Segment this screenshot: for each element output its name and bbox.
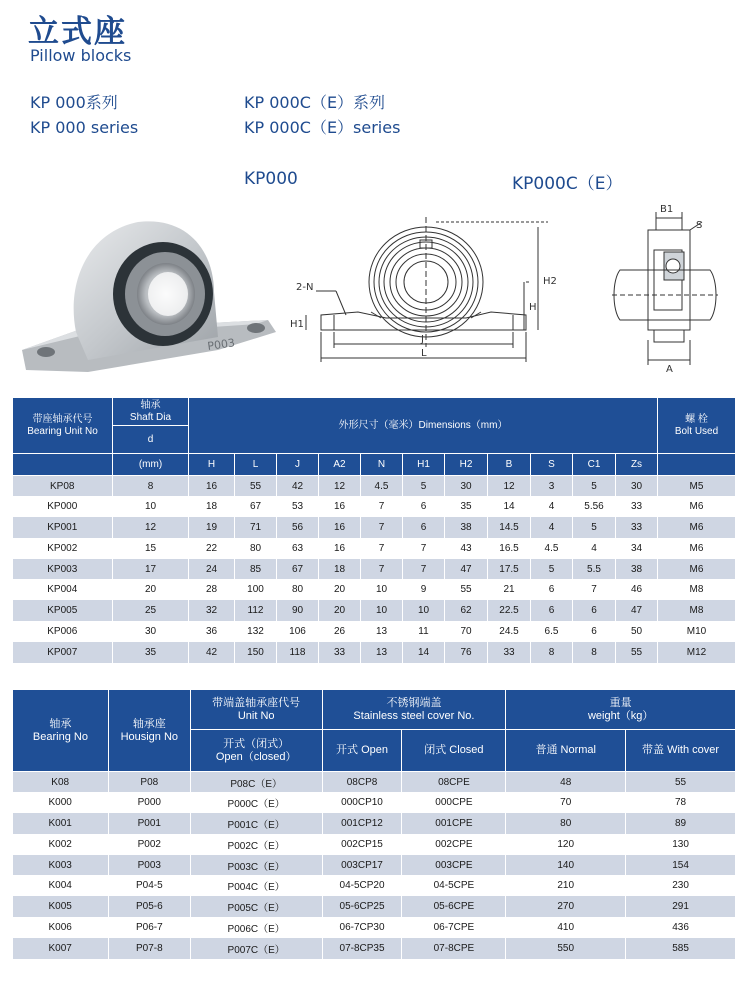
header-weight [506, 690, 736, 730]
cell-c1: 8 [573, 642, 616, 663]
cell-n: 7 [361, 538, 403, 559]
cell-open: 05-6CP25 [322, 896, 402, 917]
header-open-closed-cn: 开式（闭式） [223, 737, 290, 750]
cell-open: 000CP10 [322, 792, 402, 813]
cell-zs: 46 [616, 579, 658, 600]
col-c1: C1 [573, 454, 616, 476]
cell-n: 13 [361, 642, 403, 663]
cell-h1: 5 [403, 476, 445, 497]
cell-h2: 38 [445, 517, 488, 538]
header-bolt-en: Bolt Used [674, 425, 719, 437]
header-bearing-cn: 轴承 [49, 717, 72, 730]
cell-unit: P003C（E） [190, 855, 322, 876]
cell-h: 42 [189, 642, 235, 663]
table-row [13, 538, 736, 559]
cell-unit: P006C（E） [190, 917, 322, 938]
cell-n: 7 [361, 559, 403, 580]
cell-unit: KP006 [13, 621, 113, 642]
header-blank-bolt [658, 454, 736, 476]
header-blank [13, 454, 113, 476]
table-row [13, 772, 736, 793]
cell-zs: 30 [616, 476, 658, 497]
cell-j: 63 [277, 538, 319, 559]
cell-with-cover: 230 [626, 875, 736, 896]
header-shaft-unit: (mm) [113, 454, 189, 476]
dim-label-h: H [529, 302, 537, 313]
kp000c-series-cn: KP 000C（E）系列 [244, 93, 386, 112]
col-n: N [361, 454, 403, 476]
header-housing-cn: 轴承座 [132, 717, 166, 730]
cell-housing: P05-6 [108, 896, 190, 917]
cell-closed: 05-6CPE [402, 896, 506, 917]
cell-housing: P07-8 [108, 938, 190, 959]
header-shaft-en: Shaft Dia [129, 411, 172, 423]
table-row [13, 517, 736, 538]
cell-h1: 6 [403, 517, 445, 538]
cell-bearing: K007 [13, 938, 109, 959]
cell-s: 6 [531, 600, 573, 621]
table-row [13, 855, 736, 876]
cell-c1: 6 [573, 600, 616, 621]
cell-unit: P004C（E） [190, 875, 322, 896]
dim-label-j: J [421, 334, 424, 345]
cell-d: 12 [113, 517, 189, 538]
cell-bolt: M6 [658, 559, 736, 580]
cell-d: 20 [113, 579, 189, 600]
cell-l: 150 [235, 642, 277, 663]
cell-with-cover: 291 [626, 896, 736, 917]
dimensions-table [12, 397, 736, 663]
cell-zs: 55 [616, 642, 658, 663]
cell-d: 8 [113, 476, 189, 497]
col-h1: H1 [403, 454, 445, 476]
header-bearing-en: Bearing No [32, 730, 88, 743]
cell-b: 12 [488, 476, 531, 497]
cell-open: 04-5CP20 [322, 875, 402, 896]
table-row [13, 792, 736, 813]
cell-open: 07-8CP35 [322, 938, 402, 959]
cell-c1: 5.56 [573, 496, 616, 517]
cell-unit: P08C（E） [190, 772, 322, 793]
header-open-closed [190, 730, 322, 772]
cell-h1: 11 [403, 621, 445, 642]
cell-h: 36 [189, 621, 235, 642]
kp000c-series-label [244, 90, 400, 140]
header-housing [108, 690, 190, 772]
header-bolt [658, 398, 736, 454]
cell-h2: 76 [445, 642, 488, 663]
cell-normal: 410 [506, 917, 626, 938]
cell-s: 6.5 [531, 621, 573, 642]
cell-h2: 62 [445, 600, 488, 621]
cell-h2: 43 [445, 538, 488, 559]
cell-h1: 6 [403, 496, 445, 517]
cell-n: 13 [361, 621, 403, 642]
header-shaft-d: d [113, 426, 189, 454]
cell-b: 22.5 [488, 600, 531, 621]
cell-zs: 47 [616, 600, 658, 621]
cell-housing: P003 [108, 855, 190, 876]
cell-unit: P005C（E） [190, 896, 322, 917]
cell-h2: 35 [445, 496, 488, 517]
cell-n: 10 [361, 579, 403, 600]
cell-with-cover: 55 [626, 772, 736, 793]
cell-b: 17.5 [488, 559, 531, 580]
cell-closed: 04-5CPE [402, 875, 506, 896]
cell-unit: KP003 [13, 559, 113, 580]
header-open: 开式 Open [322, 730, 402, 772]
dim-label-h1: H1 [290, 319, 304, 330]
col-h: H [189, 454, 235, 476]
cell-closed: 06-7CPE [402, 917, 506, 938]
table-row [13, 938, 736, 959]
header-cover [322, 690, 506, 730]
cell-bearing: K001 [13, 813, 109, 834]
cell-h: 22 [189, 538, 235, 559]
header-with-cover: 带盖 With cover [626, 730, 736, 772]
photo-marking: P003 [206, 336, 236, 353]
cell-h1: 9 [403, 579, 445, 600]
table-row [13, 496, 736, 517]
cell-h1: 10 [403, 600, 445, 621]
header-unit-no [13, 398, 113, 454]
cell-with-cover: 585 [626, 938, 736, 959]
cell-a2: 26 [319, 621, 361, 642]
cell-bolt: M8 [658, 579, 736, 600]
cell-zs: 50 [616, 621, 658, 642]
cell-normal: 120 [506, 834, 626, 855]
dim-label-n: 2-N [296, 282, 314, 293]
cell-n: 4.5 [361, 476, 403, 497]
cell-s: 8 [531, 642, 573, 663]
cell-h2: 55 [445, 579, 488, 600]
table-row [13, 917, 736, 938]
header-cover-cn: 不锈钢端盖 [386, 696, 442, 709]
cell-b: 24.5 [488, 621, 531, 642]
cell-j: 56 [277, 517, 319, 538]
cell-bolt: M6 [658, 496, 736, 517]
cell-normal: 210 [506, 875, 626, 896]
cell-normal: 48 [506, 772, 626, 793]
col-s: S [531, 454, 573, 476]
cell-b: 16.5 [488, 538, 531, 559]
cell-j: 67 [277, 559, 319, 580]
cell-normal: 140 [506, 855, 626, 876]
cell-l: 67 [235, 496, 277, 517]
header-weight-cn: 重量 [609, 696, 632, 709]
header-normal: 普通 Normal [506, 730, 626, 772]
col-b: B [488, 454, 531, 476]
cell-zs: 33 [616, 496, 658, 517]
header-shaft [113, 398, 189, 426]
cell-zs: 34 [616, 538, 658, 559]
header-dimensions: 外形尺寸（毫米）Dimensions（mm） [189, 398, 658, 454]
cell-a2: 33 [319, 642, 361, 663]
cell-h2: 30 [445, 476, 488, 497]
table-row [13, 621, 736, 642]
cell-unit: P007C（E） [190, 938, 322, 959]
header-bearing [13, 690, 109, 772]
cell-a2: 12 [319, 476, 361, 497]
kp000c-drawing-label: KP000C（E） [512, 174, 623, 194]
cell-c1: 7 [573, 579, 616, 600]
cell-b: 21 [488, 579, 531, 600]
cell-unit: KP004 [13, 579, 113, 600]
cell-open: 003CP17 [322, 855, 402, 876]
kp000-series-label [30, 90, 138, 140]
cell-n: 7 [361, 517, 403, 538]
header-unit-no-cn: 带座轴承代号 [32, 414, 93, 425]
table-row [13, 896, 736, 917]
cell-bolt: M6 [658, 538, 736, 559]
cell-zs: 38 [616, 559, 658, 580]
cell-d: 17 [113, 559, 189, 580]
cell-open: 002CP15 [322, 834, 402, 855]
table-row [13, 875, 736, 896]
dim-label-s: S [696, 220, 703, 231]
cell-open: 001CP12 [322, 813, 402, 834]
cell-unit: P001C（E） [190, 813, 322, 834]
cell-j: 106 [277, 621, 319, 642]
cell-unit: KP000 [13, 496, 113, 517]
cell-housing: P001 [108, 813, 190, 834]
dim-label-a: A [666, 364, 673, 375]
cell-unit: KP007 [13, 642, 113, 663]
cell-n: 7 [361, 496, 403, 517]
cell-d: 35 [113, 642, 189, 663]
table-row [13, 642, 736, 663]
cell-closed: 002CPE [402, 834, 506, 855]
cell-a2: 18 [319, 559, 361, 580]
cell-h: 16 [189, 476, 235, 497]
table-row [13, 813, 736, 834]
header-cover-unit [190, 690, 322, 730]
cell-bearing: K003 [13, 855, 109, 876]
cell-c1: 6 [573, 621, 616, 642]
cell-with-cover: 89 [626, 813, 736, 834]
cell-d: 25 [113, 600, 189, 621]
page-title: 立式座 [28, 14, 127, 50]
cell-c1: 5 [573, 476, 616, 497]
col-a2: A2 [319, 454, 361, 476]
cell-h2: 47 [445, 559, 488, 580]
dim-label-l: L [421, 348, 427, 359]
cell-housing: P08 [108, 772, 190, 793]
cell-with-cover: 130 [626, 834, 736, 855]
cell-l: 132 [235, 621, 277, 642]
cell-s: 3 [531, 476, 573, 497]
header-shaft-cn: 轴承 [140, 400, 161, 411]
cell-h: 19 [189, 517, 235, 538]
cell-bolt: M12 [658, 642, 736, 663]
cell-bearing: K08 [13, 772, 109, 793]
header-cover-unit-cn: 带端盖轴承座代号 [212, 696, 301, 709]
cell-h2: 70 [445, 621, 488, 642]
cell-unit: P000C（E） [190, 792, 322, 813]
cell-with-cover: 154 [626, 855, 736, 876]
cell-housing: P002 [108, 834, 190, 855]
cell-j: 80 [277, 579, 319, 600]
cell-housing: P04-5 [108, 875, 190, 896]
kp000-series-cn: KP 000系列 [30, 93, 118, 112]
cell-b: 14.5 [488, 517, 531, 538]
cell-unit: KP001 [13, 517, 113, 538]
cell-s: 5 [531, 559, 573, 580]
table-row [13, 559, 736, 580]
cell-open: 06-7CP30 [322, 917, 402, 938]
cell-l: 100 [235, 579, 277, 600]
cell-unit: KP002 [13, 538, 113, 559]
cell-c1: 5 [573, 517, 616, 538]
col-h2: H2 [445, 454, 488, 476]
header-weight-en: weight（kg） [587, 709, 654, 722]
cell-h: 32 [189, 600, 235, 621]
header-bolt-cn: 螺 栓 [685, 414, 708, 425]
cell-housing: P06-7 [108, 917, 190, 938]
cell-j: 90 [277, 600, 319, 621]
cell-s: 4 [531, 517, 573, 538]
cell-bolt: M10 [658, 621, 736, 642]
pillow-block-photo [18, 212, 280, 382]
header-unit-no-en: Bearing Unit No [27, 425, 98, 437]
header-closed: 闭式 Closed [402, 730, 506, 772]
cell-bearing: K006 [13, 917, 109, 938]
kp000c-technical-drawing [610, 200, 720, 375]
dim-label-h2: H2 [543, 276, 557, 287]
cell-s: 4 [531, 496, 573, 517]
cell-closed: 001CPE [402, 813, 506, 834]
cell-c1: 4 [573, 538, 616, 559]
cell-j: 42 [277, 476, 319, 497]
header-cover-unit-en: Unit No [237, 709, 275, 722]
cell-a2: 16 [319, 538, 361, 559]
cell-j: 118 [277, 642, 319, 663]
cell-h: 24 [189, 559, 235, 580]
kp000-series-en: KP 000 series [30, 118, 139, 137]
cell-zs: 33 [616, 517, 658, 538]
cell-bearing: K005 [13, 896, 109, 917]
cell-h: 18 [189, 496, 235, 517]
cell-closed: 08CPE [402, 772, 506, 793]
cell-c1: 5.5 [573, 559, 616, 580]
cell-bearing: K002 [13, 834, 109, 855]
cell-closed: 000CPE [402, 792, 506, 813]
cell-s: 6 [531, 579, 573, 600]
cell-d: 30 [113, 621, 189, 642]
page-subtitle: Pillow blocks [30, 46, 132, 65]
table-row [13, 476, 736, 497]
table-row [13, 834, 736, 855]
cell-normal: 80 [506, 813, 626, 834]
cell-d: 10 [113, 496, 189, 517]
cell-b: 33 [488, 642, 531, 663]
cell-h: 28 [189, 579, 235, 600]
cell-n: 10 [361, 600, 403, 621]
cell-h1: 14 [403, 642, 445, 663]
cell-unit: P002C（E） [190, 834, 322, 855]
cell-l: 71 [235, 517, 277, 538]
cell-l: 80 [235, 538, 277, 559]
col-j: J [277, 454, 319, 476]
cell-h1: 7 [403, 538, 445, 559]
cell-bolt: M8 [658, 600, 736, 621]
table-row [13, 600, 736, 621]
header-open-closed-en: Open（closed） [215, 750, 297, 763]
kp000-drawing-label: KP000 [244, 169, 298, 189]
cell-closed: 07-8CPE [402, 938, 506, 959]
cell-a2: 20 [319, 600, 361, 621]
cell-bearing: K004 [13, 875, 109, 896]
cell-unit: KP005 [13, 600, 113, 621]
cell-unit: KP08 [13, 476, 113, 497]
cell-normal: 270 [506, 896, 626, 917]
cell-l: 85 [235, 559, 277, 580]
cell-l: 112 [235, 600, 277, 621]
cell-h1: 7 [403, 559, 445, 580]
cell-bolt: M6 [658, 517, 736, 538]
cell-with-cover: 436 [626, 917, 736, 938]
cell-housing: P000 [108, 792, 190, 813]
cell-j: 53 [277, 496, 319, 517]
col-l: L [235, 454, 277, 476]
kp000-technical-drawing [286, 212, 576, 377]
header-cover-en: Stainless steel cover No. [353, 709, 475, 722]
header-housing-en: Housign No [120, 730, 179, 743]
cell-a2: 20 [319, 579, 361, 600]
cell-s: 4.5 [531, 538, 573, 559]
cell-b: 14 [488, 496, 531, 517]
col-zs: Zs [616, 454, 658, 476]
cell-normal: 550 [506, 938, 626, 959]
cell-bolt: M5 [658, 476, 736, 497]
kp000c-series-en: KP 000C（E）series [244, 118, 401, 137]
cell-a2: 16 [319, 517, 361, 538]
cell-open: 08CP8 [322, 772, 402, 793]
table-row [13, 579, 736, 600]
cell-with-cover: 78 [626, 792, 736, 813]
dim-label-b1: B1 [660, 204, 674, 215]
cell-closed: 003CPE [402, 855, 506, 876]
cell-bearing: K000 [13, 792, 109, 813]
cell-d: 15 [113, 538, 189, 559]
cover-weight-table [12, 689, 736, 959]
cell-normal: 70 [506, 792, 626, 813]
cell-l: 55 [235, 476, 277, 497]
cell-a2: 16 [319, 496, 361, 517]
